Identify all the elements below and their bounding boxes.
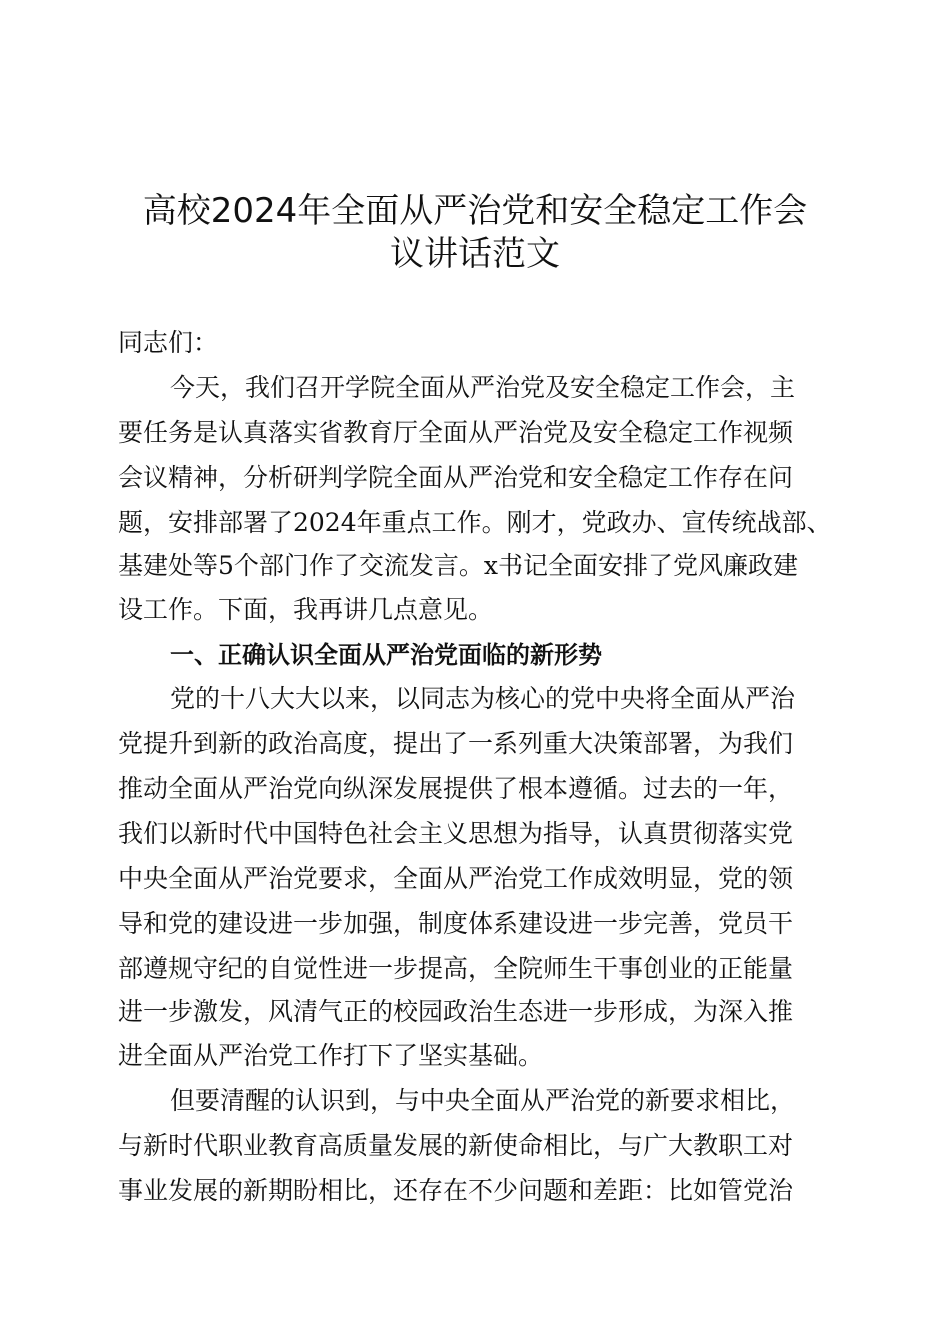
body-line: 党的十八大大以来，以同志为核心的党中央将全面从严治	[170, 684, 796, 713]
body-line: 但要清醒的认识到，与中央全面从严治党的新要求相比，	[170, 1086, 796, 1115]
body-line: 基建处等5个部门作了交流发言。x书记全面安排了党风廉政建	[118, 551, 799, 580]
body-line: 党提升到新的政治高度，提出了一系列重大决策部署，为我们	[118, 729, 794, 758]
body-line: 设工作。下面，我再讲几点意见。	[118, 595, 494, 624]
body-line: 与新时代职业教育高质量发展的新使命相比，与广大教职工对	[118, 1131, 794, 1160]
document-title-line-1: 高校2024年全面从严治党和安全稳定工作会	[142, 191, 808, 231]
body-line: 今天，我们召开学院全面从严治党及安全稳定工作会，主	[170, 373, 796, 402]
document-title-line-2: 议讲话范文	[390, 234, 560, 274]
body-line: 推动全面从严治党向纵深发展提供了根本遵循。过去的一年，	[118, 774, 794, 803]
section-heading: 一、正确认识全面从严治党面临的新形势	[170, 641, 602, 669]
body-line: 进一步激发，风清气正的校园政治生态进一步形成，为深入推	[118, 997, 794, 1026]
body-line: 中央全面从严治党要求，全面从严治党工作成效明显，党的领	[118, 864, 794, 893]
body-line: 进全面从严治党工作打下了坚实基础。	[118, 1041, 544, 1070]
body-line: 会议精神，分析研判学院全面从严治党和安全稳定工作存在问	[118, 463, 794, 492]
body-line: 部遵规守纪的自觉性进一步提高，全院师生干事创业的正能量	[118, 954, 794, 983]
body-line: 要任务是认真落实省教育厅全面从严治党及安全稳定工作视频	[118, 418, 794, 447]
body-line: 我们以新时代中国特色社会主义思想为指导，认真贯彻落实党	[118, 819, 794, 848]
body-line: 导和党的建设进一步加强，制度体系建设进一步完善，党员干	[118, 909, 794, 938]
body-line: 题，安排部署了2024年重点工作。刚才，党政办、宣传统战部、	[118, 508, 832, 537]
salutation: 同志们：	[118, 328, 219, 357]
body-line: 事业发展的新期盼相比，还存在不少问题和差距：比如管党治	[118, 1176, 794, 1205]
